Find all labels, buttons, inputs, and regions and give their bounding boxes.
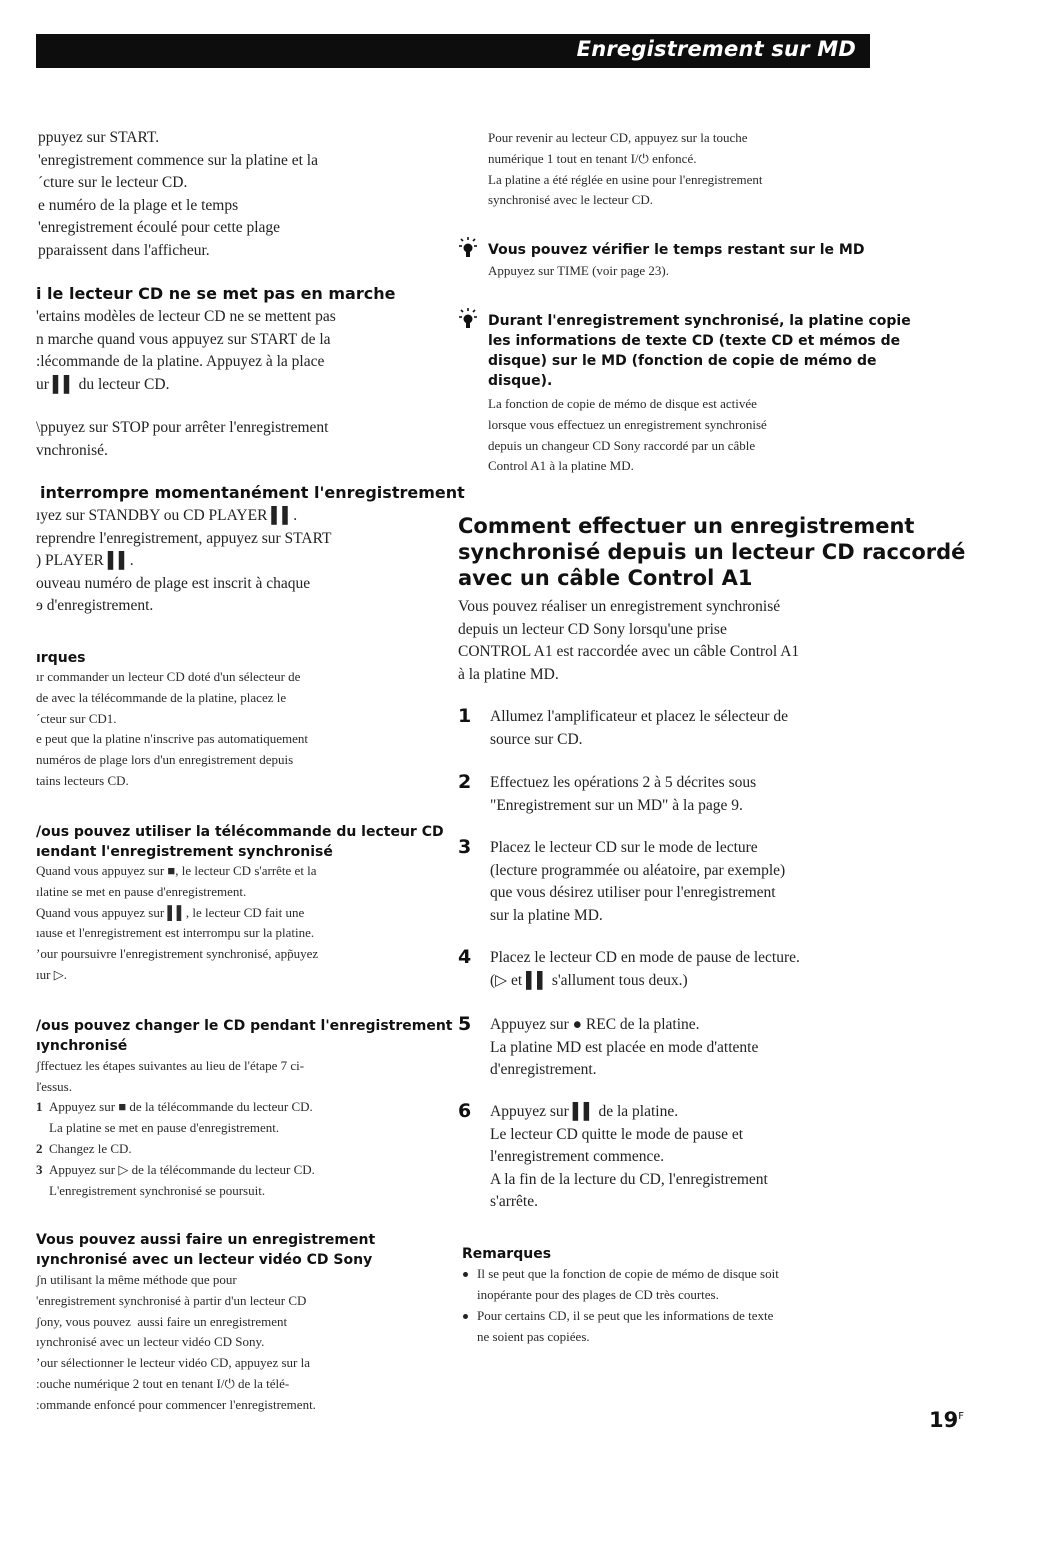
paragraph-return-cd: Pour revenir au lecteur CD, appuyez sur la touche numérique 1 tout en tenant I/⏻ enfoncé. La platine a été réglée en usine pour l'enregistrement synchronisé avec le lecteur CD. [488,130,763,208]
step-number: 4 [458,946,472,968]
step-text: Allumez l'amplificateur et placez le sélecteur de source sur CD. [490,708,788,748]
intro-paragraph: ppuyez sur START. 'enregistrement commence sur la platine et la ´cture sur le lecteur CD. e numéro de la plage et le temps 'enregistrement écoulé pour cette plage pparaissent dans l'afficheur. [38,129,318,259]
tip-bulb-icon [458,307,478,331]
tip-disc-memo-text: La fonction de copie de mémo de disque est activée lorsque vous effectuez un enregistrement synchronisé depuis un changeur CD Sony raccordé par un câble Control A1 à la platine MD. [488,396,767,474]
heading-video-cd: Vous pouvez aussi faire un enregistrement ıynchronisé avec un lecteur vidéo CD Sony [36,1232,376,1268]
heading-pause-recording: interrompre momentanément l'enregistrement [40,483,465,502]
tip-disc-memo-title: Durant l'enregistrement synchronisé, la platine copie les informations de texte CD (texte CD et mémos de disque) sur le MD (fonction de copie de mémo de disque). [488,313,911,389]
bullet-icon [463,1314,468,1319]
remark-item: Il se peut que la fonction de copie de mémo de disque soit inopérante pour des plages de CD très courtes. [477,1266,779,1302]
tip-bulb-icon [458,236,478,260]
step-text: Placez le lecteur CD en mode de pause de lecture. (▷ et ▌▌ s'allument tous deux.) [490,949,800,989]
step-number: 1 [36,1099,43,1114]
step-text: Appuyez sur ▷ de la télécommande du lecteur CD. L'enregistrement synchronisé se poursuit. [49,1162,315,1198]
page-number [929,1408,964,1432]
step-number: 6 [458,1100,472,1122]
paragraph-change-cd: ʃffectuez les étapes suivantes au lieu de l'étape 7 ci- ľessus. [36,1058,305,1094]
paragraph-remote-control: Quand vous appuyez sur ■, le lecteur CD s'arrête et la ılatine se met en pause d'enregistrement. Quand vous appuyez sur ▌▌, le lecteur CD fait une ıause et l'enregistrement est interrompu sur la platine. ’our poursuivre l'enregistrement synchronisé, app̃uyez ıur ▷. [36,863,319,982]
paragraph-remarks-left: ır commander un lecteur CD doté d'un sélecteur de de avec la télécommande de la platine, placez le ´cteur sur CD1. e peut que la platine n'inscrive pas automatiquement numéros de plage lors d'un enregistrement depuis tains lecteurs CD. [36,669,309,788]
paragraph-stop: \ppuyez sur STOP pour arrêter l'enregistrement vnchronisé. [36,419,329,459]
step-text: Effectuez les opérations 2 à 5 décrites sous "Enregistrement sur un MD" à la page 9. [490,774,757,814]
heading-cd-not-starting: i le lecteur CD ne se met pas en marche [36,284,396,303]
step-number: 1 [458,705,472,727]
step-text: Appuyez sur ▌▌ de la platine. Le lecteur CD quitte le mode de pause et l'enregistrement commence. A la fin de la lecture du CD, l'enregistrement s'arrête. [490,1103,768,1210]
section-intro: Vous pouvez réaliser un enregistrement synchronisé depuis un lecteur CD Sony lorsqu'une prise CONTROL A1 est raccordée avec un câble Control A1 à la platine MD. [458,598,800,683]
step-number: 2 [458,771,472,793]
step-number: 5 [458,1013,472,1035]
remarks-heading: Remarques [462,1246,552,1262]
step-number: 3 [36,1162,43,1177]
step-text: Placez le lecteur CD sur le mode de lecture (lecture programmée ou aléatoire, par exemple) que vous désirez utiliser pour l'enregistrement sur la platine MD. [490,839,786,924]
page-title: Enregistrement sur MD [576,37,856,61]
page-number-suffix: F [958,1411,964,1422]
remark-item: Pour certains CD, il se peut que les informations de texte ne soient pas copiées. [477,1308,774,1344]
heading-remarks-left: ırques [36,650,86,666]
step-number: 3 [458,836,472,858]
tip-remaining-time-title: Vous pouvez vérifier le temps restant sur le MD [488,242,865,258]
tip-remaining-time-text: Appuyez sur TIME (voir page 23). [488,263,669,278]
paragraph-pause-recording: ıyez sur STANDBY ou CD PLAYER ▌▌. reprendre l'enregistrement, appuyez sur START ) PLAYER ▌▌. ouveau numéro de plage est inscrit à chaque ɘ d'enregistrement. [36,507,332,614]
step-text: Changez le CD. [49,1141,132,1156]
step-number: 2 [36,1141,43,1156]
section-heading: Comment effectuer un enregistrement synchronisé depuis un lecteur CD raccordé avec un câble Control A1 [458,514,966,590]
bullet-icon [463,1272,468,1277]
page-number-value: 19 [929,1408,959,1432]
step-text: Appuyez sur ■ de la télécommande du lecteur CD. La platine se met en pause d'enregistrement. [49,1099,313,1135]
heading-remote-control: /ous pouvez utiliser la télécommande du lecteur CD ıendant l'enregistrement synchronisé [36,824,444,860]
step-text: Appuyez sur ● REC de la platine. La platine MD est placée en mode d'attente d'enregistrement. [490,1016,759,1078]
heading-change-cd: /ous pouvez changer le CD pendant l'enregistrement ıynchronisé [36,1018,453,1054]
paragraph-cd-not-starting: 'ertains modèles de lecteur CD ne se mettent pas n marche quand vous appuyez sur START de la :lécommande de la platine. Appuyez à la place ur ▌▌ du lecteur CD. [36,308,336,393]
paragraph-video-cd: ʃn utilisant la même méthode que pour 'enregistrement synchronisé à partir d'un lecteur CD ʃony, vous pouvez aussi faire un enregistrement ıynchronisé avec un lecteur vidéo CD Sony. ’our sélectionner le lecteur vidéo CD, appuyez sur la :ouche numérique 2 tout en tenant I/⏻ de la télé- :ommande enfoncé pour commencer l'enregistrement. [36,1272,316,1412]
